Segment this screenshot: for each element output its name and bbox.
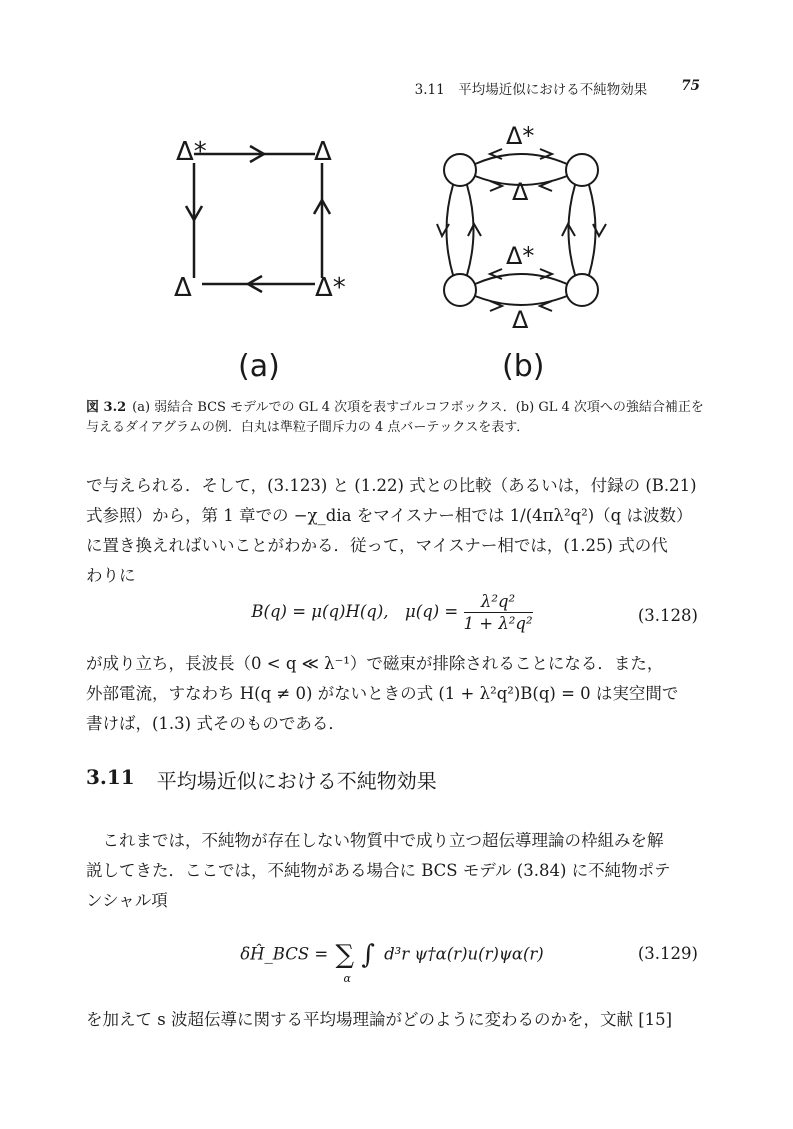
delta-upper-middle: Δ <box>512 178 529 206</box>
summation-symbol: ∑ α <box>335 940 355 985</box>
text-line: わりに <box>86 566 136 585</box>
section-number: 3.11 <box>86 765 135 789</box>
section-title: 平均場近似における不純物効果 <box>156 769 437 793</box>
paragraph-4 <box>86 1005 698 1035</box>
figure-3-2 <box>150 118 620 388</box>
text-line: 説してきた．ここでは，不純物がある場合に BCS モデル (3.84) に不純物ポテ <box>86 861 671 880</box>
delta-star-top: Δ* <box>506 122 535 150</box>
text-line: が成り立ち，長波長（0 < q ≪ λ⁻¹）で磁束が排除されることになる．また， <box>86 654 664 673</box>
paragraph-3 <box>86 826 698 916</box>
equation-lhs: B(q) = μ(q)H(q), μ(q) = <box>251 602 459 621</box>
running-title: 3.11 平均場近似における不純物効果 <box>414 82 648 98</box>
equation-fraction <box>464 592 533 633</box>
equation-rhs: d³r ψ†α(r)u(r)ψα(r) <box>384 944 544 964</box>
integral-symbol: ∫ <box>361 940 375 970</box>
vertex-circle-top-left <box>444 154 476 186</box>
line-left-outer <box>447 185 454 275</box>
equation-number: (3.128) <box>637 606 698 625</box>
vertex-circle-top-right <box>566 154 598 186</box>
vertex-circle-bottom-left <box>444 274 476 306</box>
label-b: (b) <box>502 349 545 384</box>
delta-bottom: Δ <box>512 306 529 334</box>
text-line: 式参照）から，第 1 章での −χ_dia をマイスナー相では 1/(4πλ²q²)（q は波数） <box>86 506 693 525</box>
paragraph-1 <box>86 471 698 591</box>
text-line: これまでは，不純物が存在しない物質中で成り立つ超伝導理論の枠組みを解 <box>86 831 664 850</box>
equation-number: (3.129) <box>637 944 698 963</box>
delta-star-bottom-right: Δ* <box>315 273 346 303</box>
delta-star-top-left: Δ* <box>176 137 207 167</box>
text-line: 書けば，(1.3) 式そのものである． <box>86 714 345 733</box>
paragraph-2 <box>86 649 698 739</box>
equation-lhs: δĤ_BCS = <box>240 944 329 964</box>
section-heading <box>86 765 437 794</box>
page-number: 75 <box>681 78 700 94</box>
line-bottom-lower <box>475 296 567 305</box>
text-line: 外部電流，すなわち H(q ≠ 0) がないときの式 (1 + λ²q²)B(q) = 0 は実空間で <box>86 684 679 703</box>
label-a: (a) <box>238 349 280 384</box>
equation-3-128 <box>86 592 698 642</box>
equation-3-129 <box>86 930 698 986</box>
caption-label: 図 3.2 <box>86 400 127 415</box>
figure-caption <box>86 398 706 438</box>
caption-text: (a) 弱結合 BCS モデルでの GL 4 次項を表すゴルコフボックス．(b) GL 4 次項への強結合補正を与えるダイアグラムの例．白丸は準粒子間斥力の 4 点バーテックスを表す． <box>86 400 704 435</box>
line-top-upper <box>475 154 567 164</box>
delta-star-lower-middle: Δ* <box>506 242 535 270</box>
text-line: で与えられる．そして，(3.123) と (1.22) 式との比較（あるいは，付録の (B.21) <box>86 476 697 495</box>
summation-index: α <box>343 972 351 985</box>
running-header <box>380 78 700 98</box>
fraction-denominator: 1 + λ²q² <box>463 614 533 633</box>
text-line: ンシャル項 <box>86 891 168 910</box>
delta-bottom-left: Δ <box>174 273 192 303</box>
gorkov-box-diagram <box>186 146 330 292</box>
vertex-circle-bottom-right <box>566 274 598 306</box>
line-bottom-upper <box>475 274 567 284</box>
strong-coupling-diagram <box>437 149 606 311</box>
fraction-numerator: λ²q² <box>464 592 533 613</box>
line-right-outer <box>589 185 596 275</box>
text-line: を加えて s 波超伝導に関する平均場理論がどのように変わるのかを，文献 [15] <box>86 1010 673 1029</box>
delta-top-right: Δ <box>314 137 332 167</box>
text-line: に置き換えればいいことがわかる．従って，マイスナー相では，(1.25) 式の代 <box>86 536 668 555</box>
